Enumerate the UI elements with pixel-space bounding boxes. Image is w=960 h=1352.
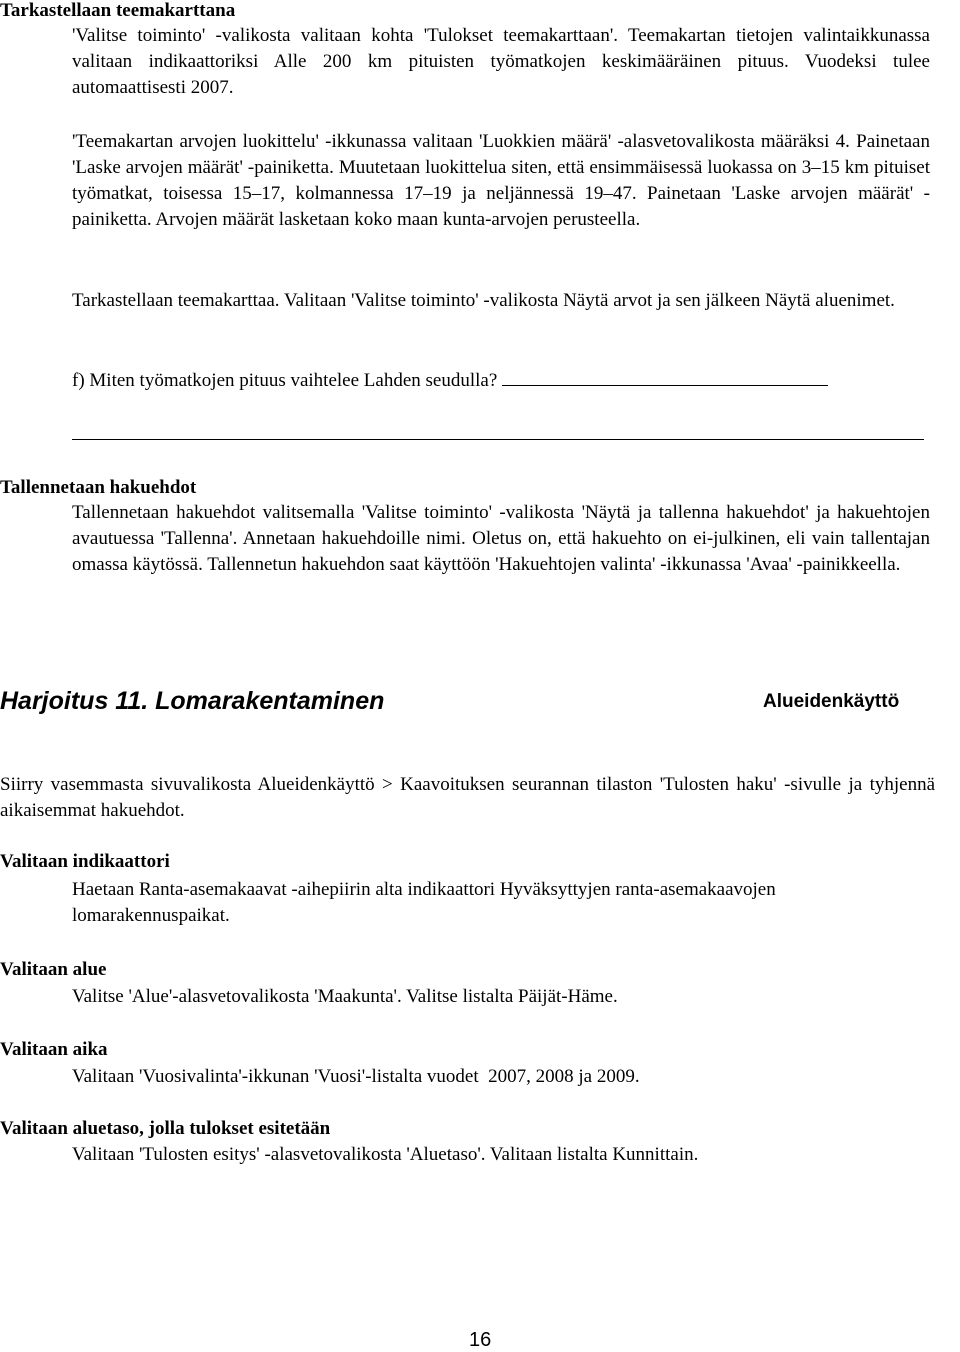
section-heading-save: Tallennetaan hakuehdot bbox=[0, 477, 197, 498]
paragraph-indicator: Haetaan Ranta-asemakaavat -aihepiirin alta indikaattori Hyväksyttyjen ranta-asemakaavojen lomarakennuspaikat. bbox=[72, 879, 776, 926]
paragraph-time: Valitaan 'Vuosivalinta'-ikkunan 'Vuosi'-listalta vuodet 2007, 2008 ja 2009. bbox=[72, 1066, 640, 1087]
exercise-category: Alueidenkäyttö bbox=[763, 691, 900, 712]
section-heading-area-level: Valitaan aluetaso, jolla tulokset esitetään bbox=[0, 1118, 331, 1139]
answer-line-1 bbox=[502, 367, 828, 386]
exercise-intro: Siirry vasemmasta sivuvalikosta Alueidenkäyttö > Kaavoituksen seurannan tilaston 'Tulosten haku' -sivulle ja tyhjennä aikaisemmat hakuehdot. bbox=[0, 774, 935, 821]
paragraph-save-criteria: Tallennetaan hakuehdot valitsemalla 'Valitse toiminto' -valikosta 'Näytä ja tallenna hakuehdot' ja hakuehtojen avautuessa 'Tallenna'. Annetaan hakuehdoille nimi. Oletus on, että hakuehto on ei-julkinen, eli vain tallentajan omassa käytössä. Tallennetun hakuehdon saat käyttöön 'Hakuehtojen valinta' -ikkunassa 'Avaa' -painikkeella. bbox=[72, 502, 930, 575]
paragraph-area-level: Valitaan 'Tulosten esitys' -alasvetovalikosta 'Aluetaso'. Valitaan listalta Kunnittain. bbox=[72, 1144, 699, 1165]
section-heading-indicator: Valitaan indikaattori bbox=[0, 851, 170, 872]
paragraph-thematic-map-selection: 'Valitse toiminto' -valikosta valitaan kohta 'Tulokset teemakarttaan'. Teemakartan tietojen valintaikkunassa valitaan indikaattoriksi Alle 200 km pituisten työmatkojen keskimääräinen pituus. Vuodeksi tulee automaattisesti 2007. bbox=[72, 25, 930, 98]
paragraph-view-map: Tarkastellaan teemakarttaa. Valitaan 'Valitse toiminto' -valikosta Näytä arvot ja sen jälkeen Näytä aluenimet. bbox=[72, 290, 895, 311]
section-heading-thematic-map: Tarkastellaan teemakarttana bbox=[0, 0, 236, 21]
question-f bbox=[72, 367, 930, 394]
paragraph-classification: 'Teemakartan arvojen luokittelu' -ikkunassa valitaan 'Luokkien määrä' -alasvetovalikosta määräksi 4. Painetaan 'Laske arvojen määrät' -painiketta. Muutetaan luokittelua siten, että ensimmäisessä luokassa on 3–15 km pituiset työmatkat, toisessa 15–17, kolmannessa 17–19 ja neljännessä 19–47. Painetaan 'Laske arvojen määrät' -painiketta. Arvojen määrät lasketaan koko maan kunta-arvojen perusteella. bbox=[72, 131, 930, 230]
question-text: f) Miten työmatkojen pituus vaihtelee Lahden seudulla? bbox=[72, 370, 498, 391]
paragraph-area: Valitse 'Alue'-alasvetovalikosta 'Maakunta'. Valitse listalta Päijät-Häme. bbox=[72, 986, 618, 1007]
page-number: 16 bbox=[469, 1329, 492, 1351]
section-heading-area: Valitaan alue bbox=[0, 959, 107, 980]
section-heading-time: Valitaan aika bbox=[0, 1039, 108, 1060]
exercise-title: Harjoitus 11. Lomarakentaminen bbox=[0, 687, 385, 715]
answer-line-2 bbox=[72, 439, 924, 440]
